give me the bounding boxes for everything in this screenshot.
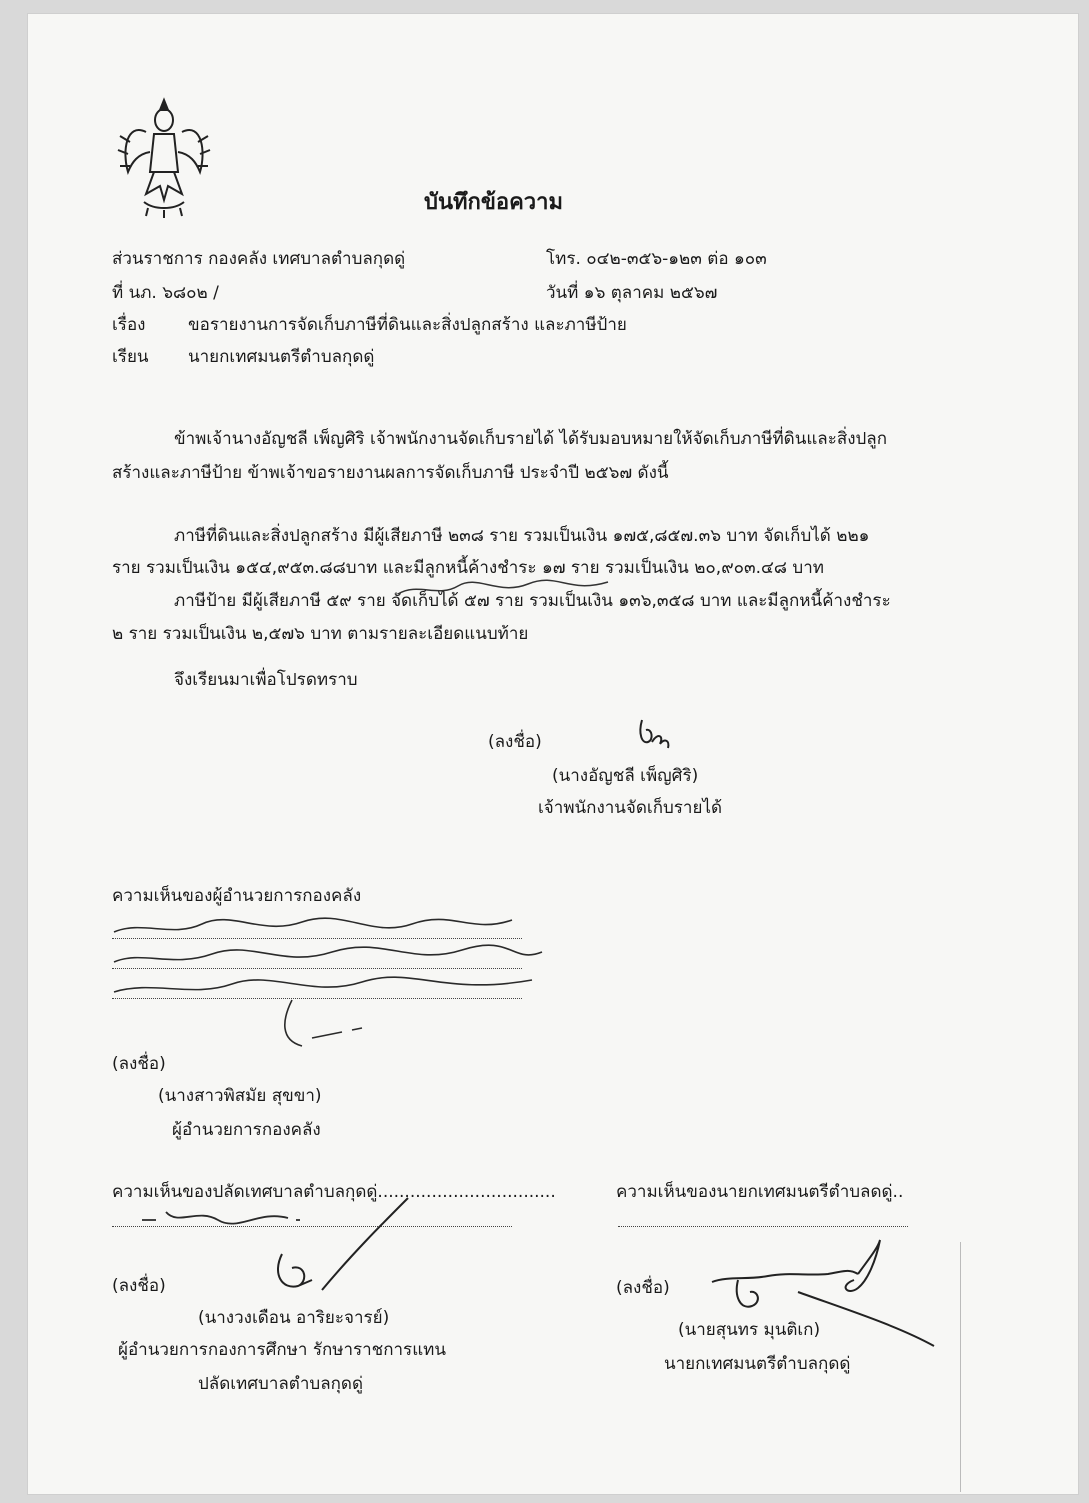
director-position: ผู้อำนวยการกองคลัง bbox=[172, 1120, 321, 1140]
paragraph-2-line-2: ราย รวมเป็นเงิน ๑๕๔,๙๕๓.๘๘บาท และมีลูกหนี้ค้างชำระ ๑๗ ราย รวมเป็นเงิน ๒๐,๙๐๓.๔๘ บาท bbox=[112, 558, 824, 578]
director-name: (นางสาวพิสมัย สุขขา) bbox=[158, 1086, 322, 1106]
subject-text: ขอรายงานการจัดเก็บภาษีที่ดินและสิ่งปลูกสร้าง และภาษีป้าย bbox=[188, 315, 627, 335]
to-text: นายกเทศมนตรีตำบลกุดดู่ bbox=[188, 347, 375, 367]
closing-line: จึงเรียนมาเพื่อโปรดทราบ bbox=[174, 670, 358, 690]
memo-page bbox=[28, 14, 1078, 1494]
signer1-name: (นางอัญชลี เพ็ญศิริ) bbox=[552, 766, 699, 786]
paragraph-2-line-1: ภาษีที่ดินและสิ่งปลูกสร้าง มีผู้เสียภาษี ๒๓๘ ราย รวมเป็นเงิน ๑๗๕,๘๕๗.๓๖ บาท จัดเก็บได้ ๒๒๑ bbox=[174, 526, 870, 546]
margin-line bbox=[960, 1242, 961, 1492]
mayor-sign-label: (ลงชื่อ) bbox=[616, 1278, 670, 1298]
director-sign-label: (ลงชื่อ) bbox=[112, 1054, 166, 1074]
paragraph-3-line-1: ภาษีป้าย มีผู้เสียภาษี ๕๙ ราย จัดเก็บได้ ๕๗ ราย รวมเป็นเงิน ๑๓๖,๓๕๘ บาท และมีลูกหนี้ค้างชำระ bbox=[174, 591, 891, 611]
garuda-emblem-icon bbox=[116, 92, 212, 222]
deputy-name: (นางวงเดือน อาริยะจารย์) bbox=[198, 1308, 390, 1328]
paragraph-3-line-2: ๒ ราย รวมเป็นเงิน ๒,๕๗๖ บาท ตามรายละเอียดแนบท้าย bbox=[112, 624, 529, 644]
deputy-position-line-1: ผู้อำนวยการกองการศึกษา รักษาราชการแทน bbox=[118, 1340, 446, 1360]
memo-date: วันที่ ๑๖ ตุลาคม ๒๕๖๗ bbox=[546, 283, 718, 303]
subject-label: เรื่อง bbox=[112, 315, 146, 335]
to-label: เรียน bbox=[112, 347, 149, 367]
deputy-sign-label: (ลงชื่อ) bbox=[112, 1276, 166, 1296]
deputy-signature bbox=[262, 1194, 412, 1304]
phone-line: โทร. ๐๔๒-๓๕๖-๑๒๓ ต่อ ๑๐๓ bbox=[546, 249, 767, 269]
paragraph-1-line-2: สร้างและภาษีป้าย ข้าพเจ้าขอรายงานผลการจัดเก็บภาษี ประจำปี ๒๕๖๗ ดังนี้ bbox=[112, 463, 669, 483]
director-heading: ความเห็นของผู้อำนวยการกองคลัง bbox=[112, 886, 362, 906]
mayor-comment-line bbox=[618, 1226, 908, 1227]
signer1-sign-label: (ลงชื่อ) bbox=[488, 732, 542, 752]
handwritten-insertion bbox=[398, 574, 618, 604]
signer1-signature bbox=[634, 714, 674, 754]
mayor-position: นายกเทศมนตรีตำบลกุดดู่ bbox=[664, 1354, 851, 1374]
memo-title: บันทึกข้อความ bbox=[424, 190, 564, 215]
deputy-position-line-2: ปลัดเทศบาลตำบลกุดดู่ bbox=[198, 1374, 363, 1394]
agency-line: ส่วนราชการ กองคลัง เทศบาลตำบลกุดดู่ bbox=[112, 249, 406, 269]
paragraph-1-line-1: ข้าพเจ้านางอัญชลี เพ็ญศิริ เจ้าพนักงานจัดเก็บรายได้ ได้รับมอบหมายให้จัดเก็บภาษีที่ดินและสิ่งปลูก bbox=[174, 429, 888, 449]
mayor-heading: ความเห็นของนายกเทศมนตรีตำบลดดู่.. bbox=[616, 1182, 904, 1202]
mayor-name: (นายสุนทร มุนติเก) bbox=[678, 1320, 821, 1340]
deputy-heading: ความเห็นของปลัดเทศบาลตำบลกุดดู่................................. bbox=[112, 1182, 556, 1202]
signer1-position: เจ้าพนักงานจัดเก็บรายได้ bbox=[538, 798, 723, 818]
reference-number: ที่ นภ. ๖๘๐๒ / bbox=[112, 283, 219, 303]
director-handwritten-comment bbox=[112, 910, 552, 1050]
